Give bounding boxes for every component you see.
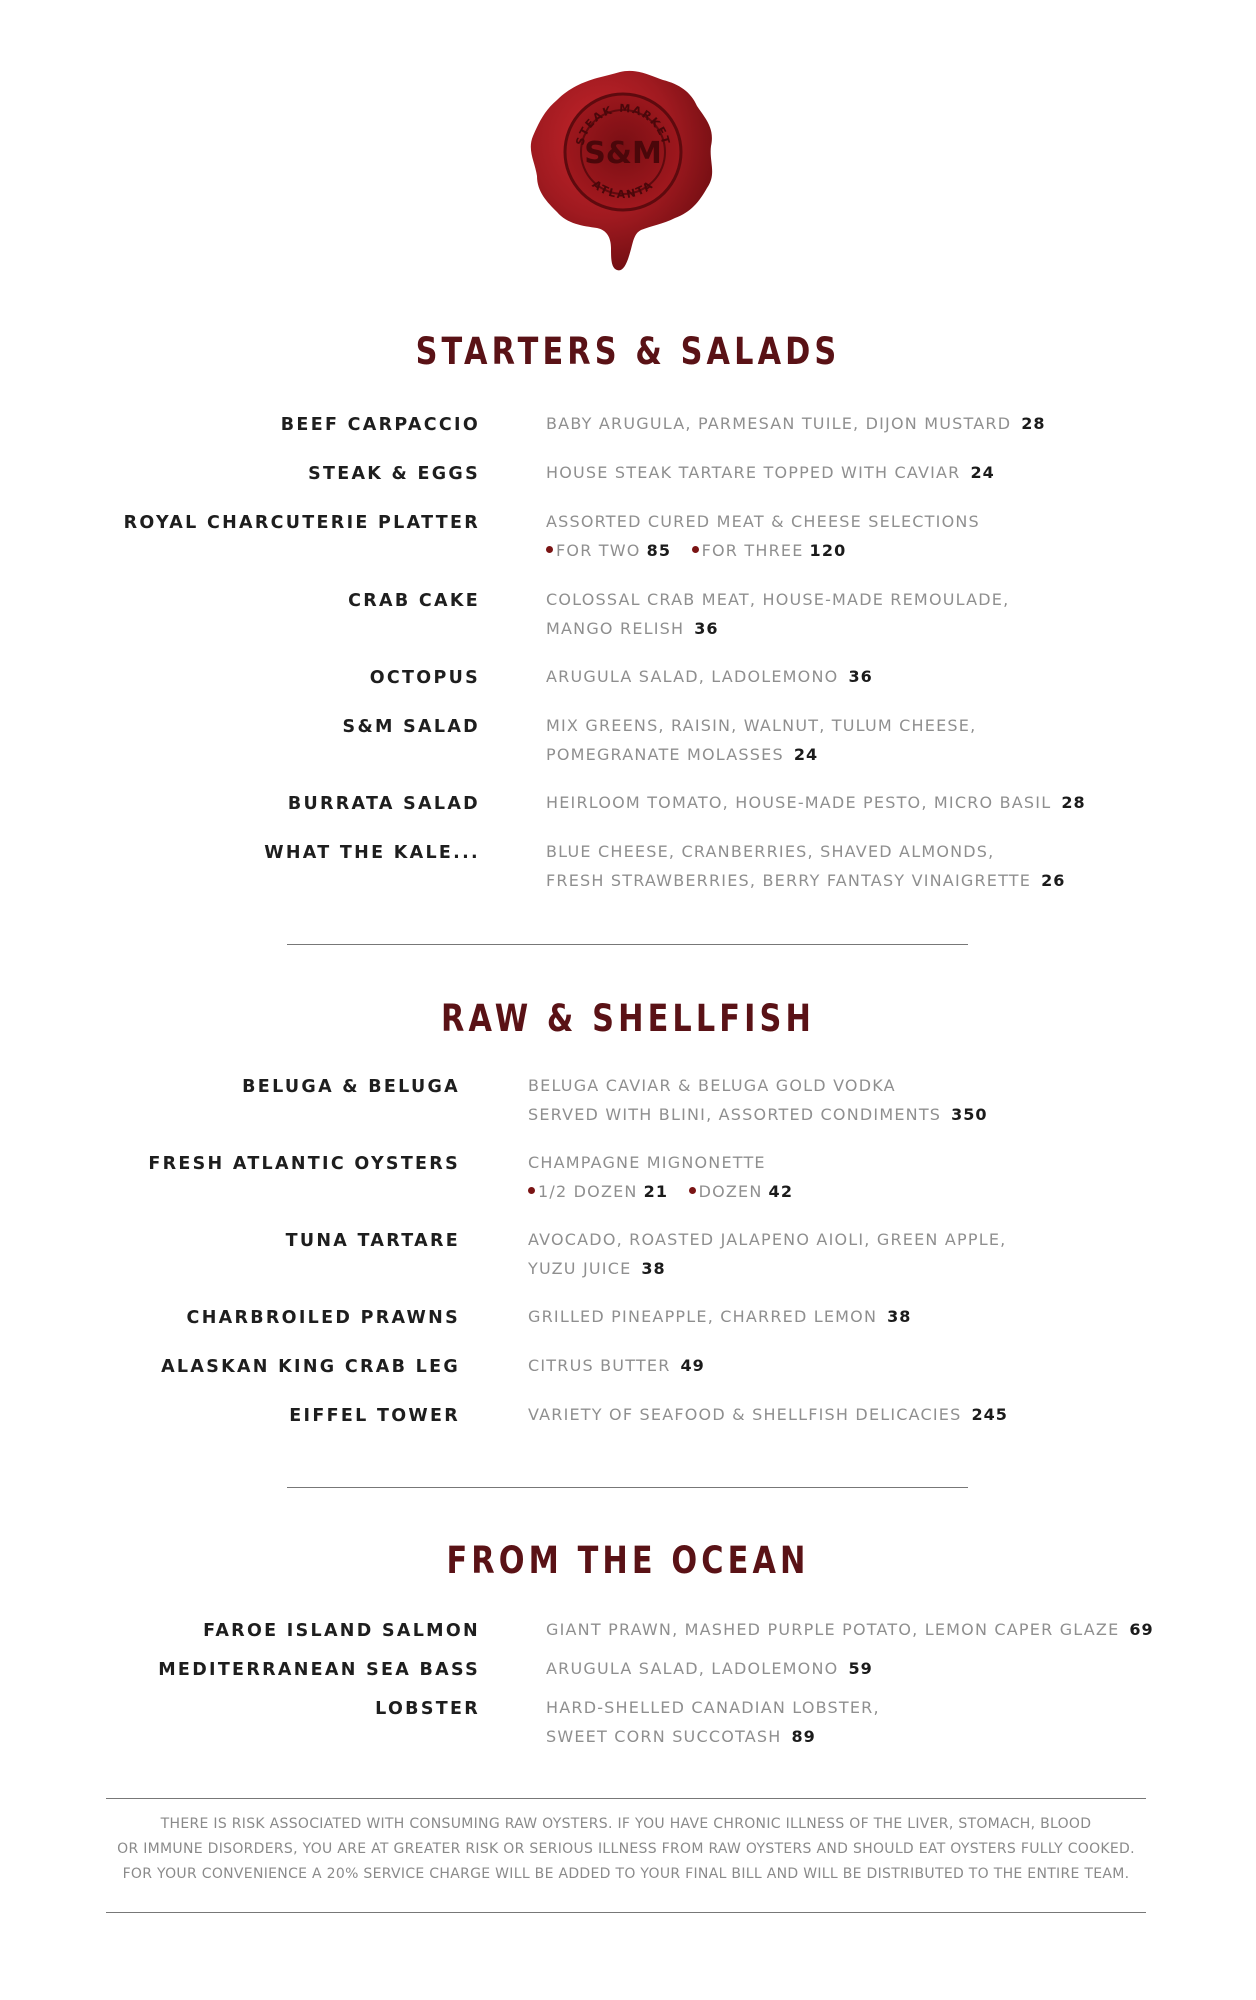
bullet-icon [689, 1187, 696, 1194]
disclaimer-line: FOR YOUR CONVENIENCE A 20% SERVICE CHARGE WILL BE ADDED TO YOUR FINAL BILL AND WILL BE DISTRIBUTED TO THE ENTIRE TEAM. [122, 1866, 1130, 1882]
item-description: ARUGULA SALAD, LADOLEMONO 59 [546, 1659, 873, 1678]
item-options: FOR TWO 85 FOR THREE 120 [546, 537, 980, 566]
item-description: ARUGULA SALAD, LADOLEMONO 36 [546, 667, 873, 686]
item-price: 38 [641, 1258, 666, 1278]
item-description: ASSORTED CURED MEAT & CHEESE SELECTIONS FOR TWO 85 FOR THREE 120 [546, 508, 980, 565]
section-title-starters: STARTERS & SALADS [415, 330, 841, 373]
bullet-icon [692, 546, 699, 553]
option-price: 21 [643, 1181, 669, 1201]
option-price: 85 [646, 540, 672, 560]
item-name: STEAK & EGGS [308, 464, 480, 484]
disclaimer-line: THERE IS RISK ASSOCIATED WITH CONSUMING RAW OYSTERS. IF YOU HAVE CHRONIC ILLNESS OF THE LIVER, STOMACH, BLOOD [160, 1816, 1092, 1832]
item-description: GIANT PRAWN, MASHED PURPLE POTATO, LEMON CAPER GLAZE 69 [546, 1620, 1154, 1639]
item-description: VARIETY OF SEAFOOD & SHELLFISH DELICACIES 245 [528, 1405, 1008, 1424]
item-price: 24 [793, 744, 819, 764]
item-price: 245 [971, 1405, 1008, 1424]
item-name: LOBSTER [375, 1699, 480, 1719]
item-description: MIX GREENS, RAISIN, WALNUT, TULUM CHEESE, POMEGRANATE MOLASSES 24 [546, 716, 977, 764]
item-description: BABY ARUGULA, PARMESAN TUILE, DIJON MUSTARD 28 [546, 414, 1046, 433]
item-name: S&M SALAD [342, 717, 480, 737]
item-price: 36 [848, 667, 873, 686]
section-divider [287, 1487, 968, 1488]
item-description: CHAMPAGNE MIGNONETTE 1/2 DOZEN 21 DOZEN 42 [528, 1149, 807, 1206]
logo-center-text: S&M [584, 136, 662, 171]
logo-bottom-text: ATLANTA [589, 177, 657, 202]
item-name: FRESH ATLANTIC OYSTERS [148, 1154, 460, 1174]
item-price: 26 [1041, 870, 1066, 890]
disclaimer-line: OR IMMUNE DISORDERS, YOU ARE AT GREATER RISK OR SERIOUS ILLNESS FROM RAW OYSTERS AND SHOULD EAT OYSTERS FULLY COOKED. [117, 1841, 1135, 1857]
item-description: CITRUS BUTTER 49 [528, 1356, 705, 1375]
item-name: FAROE ISLAND SALMON [203, 1621, 480, 1641]
item-price: 28 [1021, 414, 1046, 433]
footer-divider-bottom [106, 1912, 1146, 1913]
section-title-ocean: FROM THE OCEAN [446, 1539, 810, 1582]
item-description: HARD-SHELLED CANADIAN LOBSTER, SWEET CORN SUCCOTASH 89 [546, 1698, 880, 1746]
logo-top-text: STEAK MARKET [573, 101, 673, 147]
item-description: HOUSE STEAK TARTARE TOPPED WITH CAVIAR 24 [546, 463, 995, 482]
item-options: 1/2 DOZEN 21 DOZEN 42 [528, 1178, 807, 1207]
item-price: 24 [970, 463, 995, 482]
item-name: TUNA TARTARE [285, 1231, 460, 1251]
item-price: 38 [887, 1307, 912, 1326]
item-price: 350 [951, 1104, 988, 1124]
item-price: 59 [848, 1659, 873, 1678]
item-price: 28 [1061, 793, 1086, 812]
item-name: EIFFEL TOWER [289, 1406, 460, 1426]
disclaimer [106, 1812, 1146, 1887]
item-price: 36 [694, 618, 719, 638]
footer-divider-top [106, 1798, 1146, 1799]
wax-seal-logo [525, 66, 725, 286]
item-name: MEDITERRANEAN SEA BASS [158, 1660, 480, 1680]
item-price: 89 [791, 1726, 816, 1746]
item-price: 69 [1129, 1620, 1154, 1639]
item-name: BURRATA SALAD [287, 794, 480, 814]
item-price: 49 [680, 1356, 705, 1375]
item-name: BEEF CARPACCIO [280, 415, 480, 435]
section-divider [287, 944, 968, 945]
item-description: HEIRLOOM TOMATO, HOUSE-MADE PESTO, MICRO BASIL 28 [546, 793, 1086, 812]
item-name: ROYAL CHARCUTERIE PLATTER [123, 513, 480, 533]
item-name: BELUGA & BELUGA [242, 1077, 460, 1097]
item-name: CRAB CAKE [348, 591, 480, 611]
item-description: BLUE CHEESE, CRANBERRIES, SHAVED ALMONDS, FRESH STRAWBERRIES, BERRY FANTASY VINAIGRETTE 26 [546, 842, 1066, 890]
item-name: CHARBROILED PRAWNS [186, 1308, 460, 1328]
item-description: BELUGA CAVIAR & BELUGA GOLD VODKA SERVED WITH BLINI, ASSORTED CONDIMENTS 350 [528, 1076, 988, 1124]
bullet-icon [528, 1187, 535, 1194]
item-name: WHAT THE KALE... [264, 843, 480, 863]
item-name: ALASKAN KING CRAB LEG [161, 1357, 460, 1377]
section-title-raw: RAW & SHELLFISH [441, 997, 815, 1040]
option-price: 120 [809, 540, 847, 560]
item-description: AVOCADO, ROASTED JALAPENO AIOLI, GREEN APPLE, YUZU JUICE 38 [528, 1230, 1007, 1278]
item-name: OCTOPUS [369, 668, 480, 688]
bullet-icon [546, 546, 553, 553]
item-description: COLOSSAL CRAB MEAT, HOUSE-MADE REMOULADE, MANGO RELISH 36 [546, 590, 1010, 638]
option-price: 42 [768, 1181, 794, 1201]
item-description: GRILLED PINEAPPLE, CHARRED LEMON 38 [528, 1307, 912, 1326]
